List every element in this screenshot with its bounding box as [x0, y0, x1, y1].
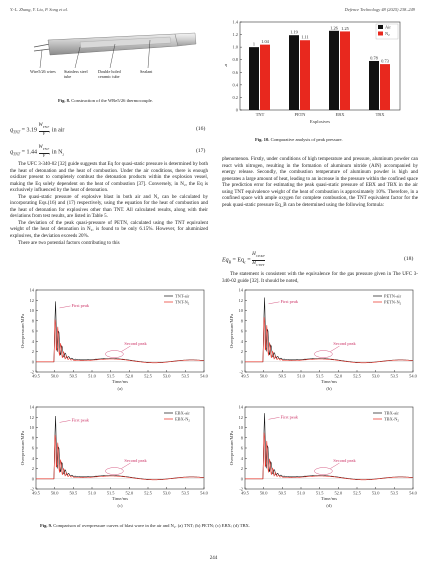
x-axis-label: Time/ms: [320, 496, 338, 501]
running-header-authors: Y.-L. Zhang, Y. Liu, P. Song et al.: [10, 7, 68, 12]
page-number: 244: [209, 556, 218, 561]
eq18-eq: = Eq: [232, 257, 245, 264]
fig9-panels: [0, 284, 427, 524]
fig10-caption: [255, 137, 343, 142]
x-tick-label: 49.5: [241, 373, 249, 379]
y-tick-label: 2: [31, 349, 34, 354]
legend-label: EBX-$N_2$: [175, 416, 190, 423]
bar-petn-n2: [300, 40, 310, 110]
x-tick-label: 50.0: [259, 490, 268, 496]
thermocouple-illustration: [20, 20, 205, 95]
x-tick-label: EBX: [335, 112, 345, 117]
y-tick-label: 14: [238, 404, 243, 410]
fig10-bar-chart: [218, 16, 418, 134]
legend-label: TNT-$N_2$: [175, 299, 190, 306]
first-peak-arrow: [269, 302, 280, 304]
fig8-caption-text: Construction of the WRe5/26 thermocouple.: [71, 98, 153, 103]
x-tick-label: 51.5: [106, 373, 115, 379]
equation-17: [10, 145, 64, 159]
legend-label: TBX-air: [384, 410, 399, 416]
x-tick-label: 49.5: [32, 373, 40, 379]
air-series-line: [245, 298, 413, 363]
n2-series-line: [245, 433, 413, 480]
y-tick-label: -2: [239, 486, 243, 492]
legend-label: Air: [385, 24, 391, 30]
right-column-text-2: [222, 271, 418, 284]
y-tick-label: 2: [240, 466, 243, 471]
x-axis-label: Explosives: [309, 119, 331, 124]
y-tick-label: 4: [31, 338, 34, 344]
eq16-frac-num: W: [38, 123, 43, 128]
x-tick-label: 49.5: [241, 490, 249, 496]
x-tick-label: 50.0: [50, 490, 59, 496]
right-column-text: [222, 156, 418, 208]
first-peak-arrow: [269, 417, 280, 419]
x-tick-label: 52.5: [353, 490, 361, 496]
y-tick-label: -2: [239, 369, 243, 375]
y-axis-label: Overpressure/MPa: [229, 430, 234, 466]
x-tick-label: 51.0: [297, 373, 305, 379]
eq16-lhs: q: [10, 127, 13, 134]
bar-value-label: 1.25: [341, 25, 349, 31]
y-tick-label: 6: [31, 445, 34, 451]
eq17-coef: = 1.44: [21, 149, 38, 156]
left-column-text: [10, 161, 208, 246]
x-tick-label: 54.0: [409, 490, 417, 496]
eq18-frac-num-sub: CEXP: [255, 254, 265, 258]
x-tick-label: 54.0: [200, 373, 208, 379]
eq17-lhs: q: [10, 149, 13, 156]
bar-value-label: 1: [252, 41, 256, 47]
panel-label: (b): [326, 386, 332, 391]
bar-value-label: 1.19: [290, 29, 298, 35]
y-tick-label: 0.2: [232, 94, 238, 100]
bar-value-label: 1.11: [301, 34, 309, 40]
bar-tnt-air: [249, 47, 259, 110]
x-tick-label: 52.0: [125, 490, 134, 496]
y-tick-label: -2: [30, 486, 34, 492]
eq18-lhs-sub: B: [228, 260, 231, 265]
legend-swatch: [378, 25, 383, 29]
x-tick-label: 53.5: [390, 490, 399, 496]
eq18-eq-sub: c: [244, 260, 246, 265]
eq16-lhs-sub: TNT: [13, 129, 21, 135]
legend-swatch: [378, 32, 383, 36]
y-axis-label: η: [224, 62, 228, 67]
equation-16: [10, 123, 64, 137]
x-tick-label: 51.5: [315, 490, 324, 496]
x-tick-label: 51.0: [297, 490, 305, 496]
air-series-line: [36, 301, 204, 362]
eq16-frac-num-sub: TNT: [42, 125, 49, 129]
right-paragraph-2: The statement is consistent with the equivalence for the gas pressure given in The UFC 3-340-02 guide [32]. It should be noted,: [222, 271, 418, 284]
y-tick-label: 10: [29, 425, 34, 430]
x-tick-label: PETN: [294, 112, 306, 117]
eq17-frac-num-sub: TNT: [42, 147, 49, 151]
label-steel-tube: Stainless steel tube: [64, 69, 88, 79]
x-tick-label: 52.5: [144, 490, 152, 496]
x-tick-label: TNT: [255, 112, 265, 117]
x-axis-label: Time/ms: [111, 379, 129, 384]
left-paragraph-1: The UFC 3-340-02 [32] guide suggests that Eq for quasi-static pressure is determined by both the heat of detonation and the heat of combustion. Under the air conditions, there is enough oxidizer present to completely combust the detonation products within the explosion vessel, making the Eq solely dependent on the heat of combustion [37]. Conversely, in N₂, the Eq is exclusively influenced by the heat of detonation.: [10, 161, 208, 194]
x-tick-label: 53.0: [371, 490, 380, 496]
second-peak-ellipse: [314, 468, 332, 475]
bar-ebx-n2: [340, 31, 350, 110]
x-tick-label: 53.0: [162, 490, 171, 496]
y-tick-label: 14: [29, 404, 34, 410]
y-tick-label: 12: [29, 297, 34, 303]
x-tick-label: 54.0: [409, 373, 417, 379]
first-peak-arrow: [60, 420, 71, 422]
fig10-caption-num: Fig. 10.: [255, 137, 270, 142]
y-tick-label: 10: [29, 308, 34, 313]
legend-label: PETN-air: [384, 293, 402, 299]
second-peak-label: Second peak: [333, 458, 356, 464]
eq16-frac-den: V: [42, 131, 46, 137]
x-tick-label: 52.0: [334, 490, 343, 496]
x-tick-label: 50.5: [278, 490, 287, 496]
y-tick-label: 6: [240, 328, 243, 334]
second-peak-arrow: [121, 346, 130, 352]
y-tick-label: 2: [240, 349, 243, 354]
y-tick-label: 14: [29, 287, 34, 293]
x-tick-label: 49.5: [32, 490, 40, 496]
y-tick-label: 0: [235, 107, 238, 113]
x-tick-label: 51.0: [88, 490, 96, 496]
label-ceramic-tube: Double holed ceramic tube: [98, 69, 121, 79]
y-tick-label: 1.0: [232, 44, 238, 50]
y-tick-label: 12: [29, 414, 34, 420]
x-tick-label: 51.5: [315, 373, 324, 379]
legend-label: $N_2$: [385, 31, 390, 37]
x-tick-label: 53.0: [371, 373, 380, 379]
y-tick-label: 0.8: [232, 57, 238, 63]
y-tick-label: 8: [240, 318, 243, 324]
eq18-eq2: =: [245, 257, 253, 264]
x-tick-label: 54.0: [200, 490, 208, 496]
eq18-frac-den: H: [252, 260, 256, 266]
n2-series-line: [36, 320, 204, 363]
first-peak-label: First peak: [280, 414, 298, 420]
y-tick-label: 4: [240, 338, 243, 344]
eq18-number: (18): [404, 256, 414, 262]
x-tick-label: 53.5: [181, 373, 190, 379]
x-tick-label: 52.0: [334, 373, 343, 379]
x-tick-label: TBX: [375, 112, 385, 117]
y-tick-label: 0: [240, 359, 243, 365]
fig9-caption-text: Comparison of overpressure curves of blast wave in the air and N₂. (a) TNT; (b) PETN; (c) EBX; (d) TBX.: [53, 523, 251, 528]
y-tick-label: 0.4: [232, 82, 238, 88]
label-wires: Wire5/26 wires: [30, 69, 56, 74]
x-tick-label: 52.0: [125, 373, 134, 379]
eq17-number: (17): [196, 148, 206, 154]
second-peak-arrow: [330, 463, 339, 469]
x-tick-label: 53.5: [390, 373, 399, 379]
left-paragraph-3: The deviation of the peak quasi-pressure of PETN, calculated using the TNT equivalent weight of the heat of detonation in N₂, is found to be only 6.15%. However, for aluminized explosives, the deviation exceeds 20%.: [10, 219, 208, 240]
fig8-caption-num: Fig. 8.: [58, 98, 71, 103]
right-paragraph-1: phenomenon. Firstly, under conditions of high temperature and pressure, aluminum powder can react with nitrogen, resulting in the formation of aluminum nitride (AlN) accompanied by energy release. Secondly, the combustion temperature of aluminum powder is high and generates a large amount of heat, leading to an increase in the pressure within the confined space The prediction error for estimating the peak quasi-static pressure of EBX and TBX in the air using TNT equivalence weight of the heat of combustion is approximately 10%. Therefore, in a confined space with ample oxygen for complete combustion, the TNT equivalent factor for the peak quasi-static pressure Eq_B can be determined using the following formula:: [222, 156, 418, 208]
label-sealant: Sealant: [140, 69, 153, 74]
x-tick-label: 52.5: [353, 373, 361, 379]
fig9-caption: [40, 523, 250, 528]
x-tick-label: 50.5: [278, 373, 287, 379]
n2-series-line: [36, 435, 204, 480]
fig10-caption-text: Comparative analysis of peak pressure.: [270, 137, 343, 142]
x-tick-label: 50.5: [69, 373, 78, 379]
x-tick-label: 50.0: [50, 373, 59, 379]
y-tick-label: 8: [31, 435, 34, 441]
x-axis-label: Time/ms: [111, 496, 129, 501]
eq17-tail-sub: 2: [62, 152, 65, 157]
y-tick-label: -2: [30, 369, 34, 375]
y-tick-label: 12: [238, 297, 243, 303]
eq17-lhs-sub: TNT: [13, 151, 21, 157]
y-tick-label: 0.6: [232, 69, 238, 75]
x-tick-label: 50.5: [69, 490, 78, 496]
first-peak-arrow: [60, 306, 71, 308]
bar-tnt-n2: [260, 45, 270, 110]
legend-label: TNT-air: [175, 293, 190, 299]
y-tick-label: 0: [31, 476, 34, 482]
bar-value-label: 0.73: [381, 58, 389, 64]
eq17-frac-den: V: [42, 153, 46, 159]
left-paragraph-2: The quasi-static pressure of explosive blast in both air and N₂ can be calculated by incorporating Eqs.(16) and (17) respectively, using the equation for the heat of combustion and the heat of detonation for explosives other than TNT. All calculated results, along with their deviations from test results, are listed in Table 5.: [10, 193, 208, 220]
second-peak-label: Second peak: [124, 458, 147, 464]
bar-ebx-air: [329, 31, 339, 110]
panel-label: (d): [326, 503, 332, 508]
fig9-caption-num: Fig. 9.: [40, 523, 53, 528]
y-tick-label: 1.4: [232, 19, 238, 25]
second-peak-arrow: [330, 346, 339, 352]
panel-label: (c): [117, 503, 123, 508]
panel-label: (a): [117, 386, 123, 391]
y-tick-label: 4: [240, 455, 243, 461]
y-axis-label: Overpressure/MPa: [20, 313, 25, 349]
y-tick-label: 1.2: [232, 32, 238, 38]
eq17-tail: , in N: [48, 149, 63, 156]
bar-value-label: 1.04: [261, 39, 269, 45]
second-peak-ellipse: [314, 351, 332, 358]
y-tick-label: 0: [240, 476, 243, 482]
y-tick-label: 6: [31, 328, 34, 334]
bar-value-label: 0.78: [370, 55, 378, 61]
legend-label: PETN-$N_2$: [384, 299, 402, 306]
x-tick-label: 53.0: [162, 373, 171, 379]
bar-tbx-n2: [380, 64, 390, 110]
eq18-frac-num: H: [252, 252, 256, 257]
y-tick-label: 4: [31, 455, 34, 461]
y-tick-label: 8: [31, 318, 34, 324]
y-tick-label: 6: [240, 445, 243, 451]
x-tick-label: 51.5: [106, 490, 115, 496]
eq17-frac-num: W: [38, 145, 43, 150]
first-peak-label: First peak: [71, 417, 89, 423]
bar-petn-air: [289, 35, 299, 110]
air-series-line: [245, 410, 413, 480]
y-tick-label: 14: [238, 287, 243, 293]
y-tick-label: 10: [238, 425, 243, 430]
y-tick-label: 2: [31, 466, 34, 471]
equation-18: [222, 252, 265, 268]
legend-label: TBX-$N_2$: [384, 416, 399, 423]
running-header-journal: Defence Technology 48 (2025) 238–249: [344, 7, 415, 12]
eq16-tail: , in air: [48, 127, 65, 134]
x-tick-label: 52.5: [144, 373, 152, 379]
second-peak-arrow: [121, 463, 130, 469]
x-tick-label: 50.0: [259, 373, 268, 379]
first-peak-label: First peak: [280, 298, 298, 304]
x-tick-label: 51.0: [88, 373, 96, 379]
x-axis-label: Time/ms: [320, 379, 338, 384]
n2-series-line: [245, 317, 413, 363]
air-series-line: [36, 416, 204, 480]
y-axis-label: Overpressure/MPa: [20, 430, 25, 466]
second-peak-ellipse: [105, 351, 123, 358]
left-paragraph-4: There are two potential factors contributing to this: [18, 239, 120, 246]
legend-label: EBX-air: [175, 410, 190, 416]
y-tick-label: 10: [238, 308, 243, 313]
first-peak-label: First peak: [71, 302, 89, 308]
y-tick-label: 0: [31, 359, 34, 365]
second-peak-label: Second peak: [333, 341, 356, 347]
second-peak-ellipse: [105, 468, 123, 475]
eq18-lhs: Eq: [222, 257, 229, 264]
eq16-coef: = 3.19: [21, 127, 38, 134]
eq16-number: (16): [196, 126, 206, 132]
y-axis-label: Overpressure/MPa: [229, 313, 234, 349]
bar-tbx-air: [369, 61, 379, 110]
x-tick-label: 53.5: [181, 490, 190, 496]
y-tick-label: 12: [238, 414, 243, 420]
eq18-frac-den-sub: CTNT: [255, 262, 265, 267]
fig8-caption: [58, 98, 153, 103]
bar-value-label: 1.26: [330, 25, 338, 31]
y-tick-label: 8: [240, 435, 243, 441]
second-peak-label: Second peak: [124, 341, 147, 347]
